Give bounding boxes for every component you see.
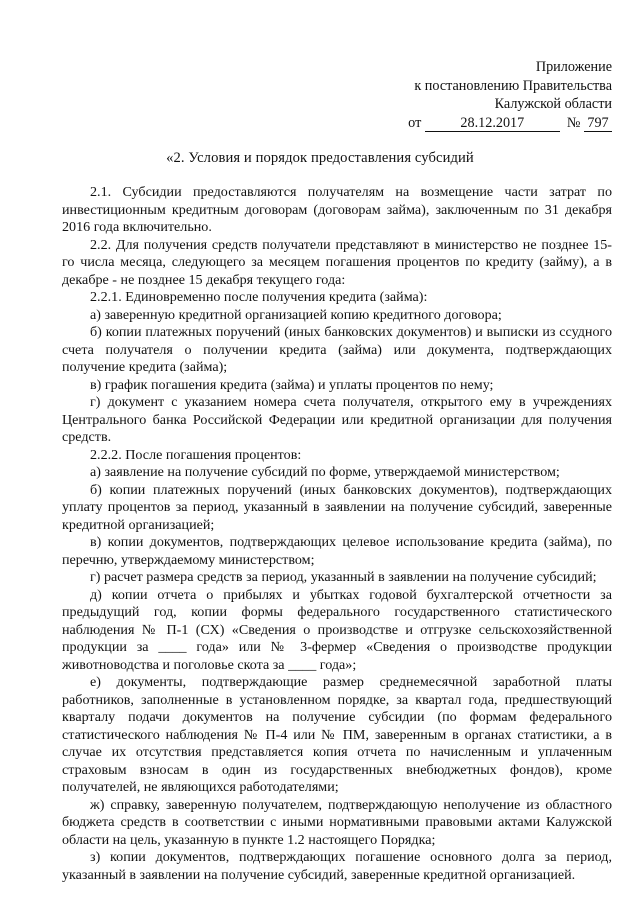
paragraph: е) документы, подтверждающие размер среднемесячной заработной платы работников, заполненные в установленном порядке, за квартал года, предшествующий кварталу подачи документов на получение субсидии (по формам федерального статистического наблюдения № П-4 или № ПМ, заверенным в органах статистики, а в случае их отсутствия представляется копия отчета по начисленным и уплаченным страховым взносам в один из государственных внебюджетных фондов), кроме получателей, не являющихся работодателями;: [62, 674, 612, 795]
paragraph: 2.2.1. Единовременно после получения кредита (займа):: [90, 289, 428, 305]
number-prefix: №: [566, 114, 581, 131]
decree-number: 797: [584, 116, 612, 132]
paragraph: в) копии документов, подтверждающих целевое использование кредита (займа), по перечню, утверждаемому министерством;: [62, 534, 612, 568]
document-body: [62, 184, 612, 884]
appendix-decree: к постановлению Правительства: [414, 77, 612, 94]
paragraph: г) расчет размера средств за период, указанный в заявлении на получение субсидий;: [90, 569, 597, 585]
paragraph: г) документ с указанием номера счета получателя, открытого ему в учреждениях Центрального банка Российской Федерации или кредитной организации для получения средств.: [62, 394, 612, 445]
appendix-title: Приложение: [535, 59, 612, 75]
paragraph: 2.2. Для получения средств получатели представляют в министерство не позднее 15-го числа месяца, следующего за месяцем погашения процентов по кредиту (займу), а в декабре - не позднее 15 декабря текущего года:: [62, 236, 612, 288]
paragraph: ж) справку, заверенную получателем, подтверждающую неполучение из областного бюджета средств в соответствии с иными нормативными правовыми актами Калужской области на цель, указанную в пункте 1.2 настоящего Порядка;: [62, 796, 612, 848]
paragraph: в) график погашения кредита (займа) и уплаты процентов по нему;: [90, 376, 494, 393]
paragraph: 2.2.2. После погашения процентов:: [90, 446, 302, 463]
paragraph: б) копии платежных поручений (иных банковских документов), подтверждающих уплату процентов за период, указанный в заявлении на получение субсидий, заверенные кредитной организацией;: [62, 481, 612, 533]
appendix-date-line: [408, 114, 612, 133]
decree-date: 28.12.2017: [425, 116, 560, 132]
appendix-header: [408, 58, 612, 132]
paragraph: а) заверенную кредитной организацией копию кредитного договора;: [90, 306, 502, 323]
date-prefix: от: [408, 114, 422, 131]
appendix-region: Калужской области: [494, 96, 612, 112]
paragraph: б) копии платежных поручений (иных банковских документов) и выписки из ссудного счета получателя о получении кредита (займа) или документа, подтверждающих получение кредита (займа);: [62, 324, 612, 375]
paragraph: а) заявление на получение субсидий по форме, утверждаемой министерством;: [90, 464, 560, 480]
paragraph: 2.1. Субсидии предоставляются получателям на возмещение части затрат по инвестиционным кредитным договорам (договорам займа), заключенным по 31 декабря 2016 года включительно.: [62, 184, 612, 235]
paragraph: д) копии отчета о прибылях и убытках годовой бухгалтерской отчетности за предыдущий год, копии формы федерального государственного статистического наблюдения № П-1 (СХ) «Сведения о производстве и отгрузке сельскохозяйственной продукции за ____ года» или № 3-фермер «Сведения о производстве продукции животноводства и поголовье скота за ____ года»;: [62, 586, 612, 673]
paragraph: з) копии документов, подтверждающих погашение основного долга за период, указанный в заявлении на получение субсидий, заверенные кредитной организацией.: [62, 849, 612, 883]
section-heading: «2. Условия и порядок предоставления субсидий: [166, 150, 474, 166]
